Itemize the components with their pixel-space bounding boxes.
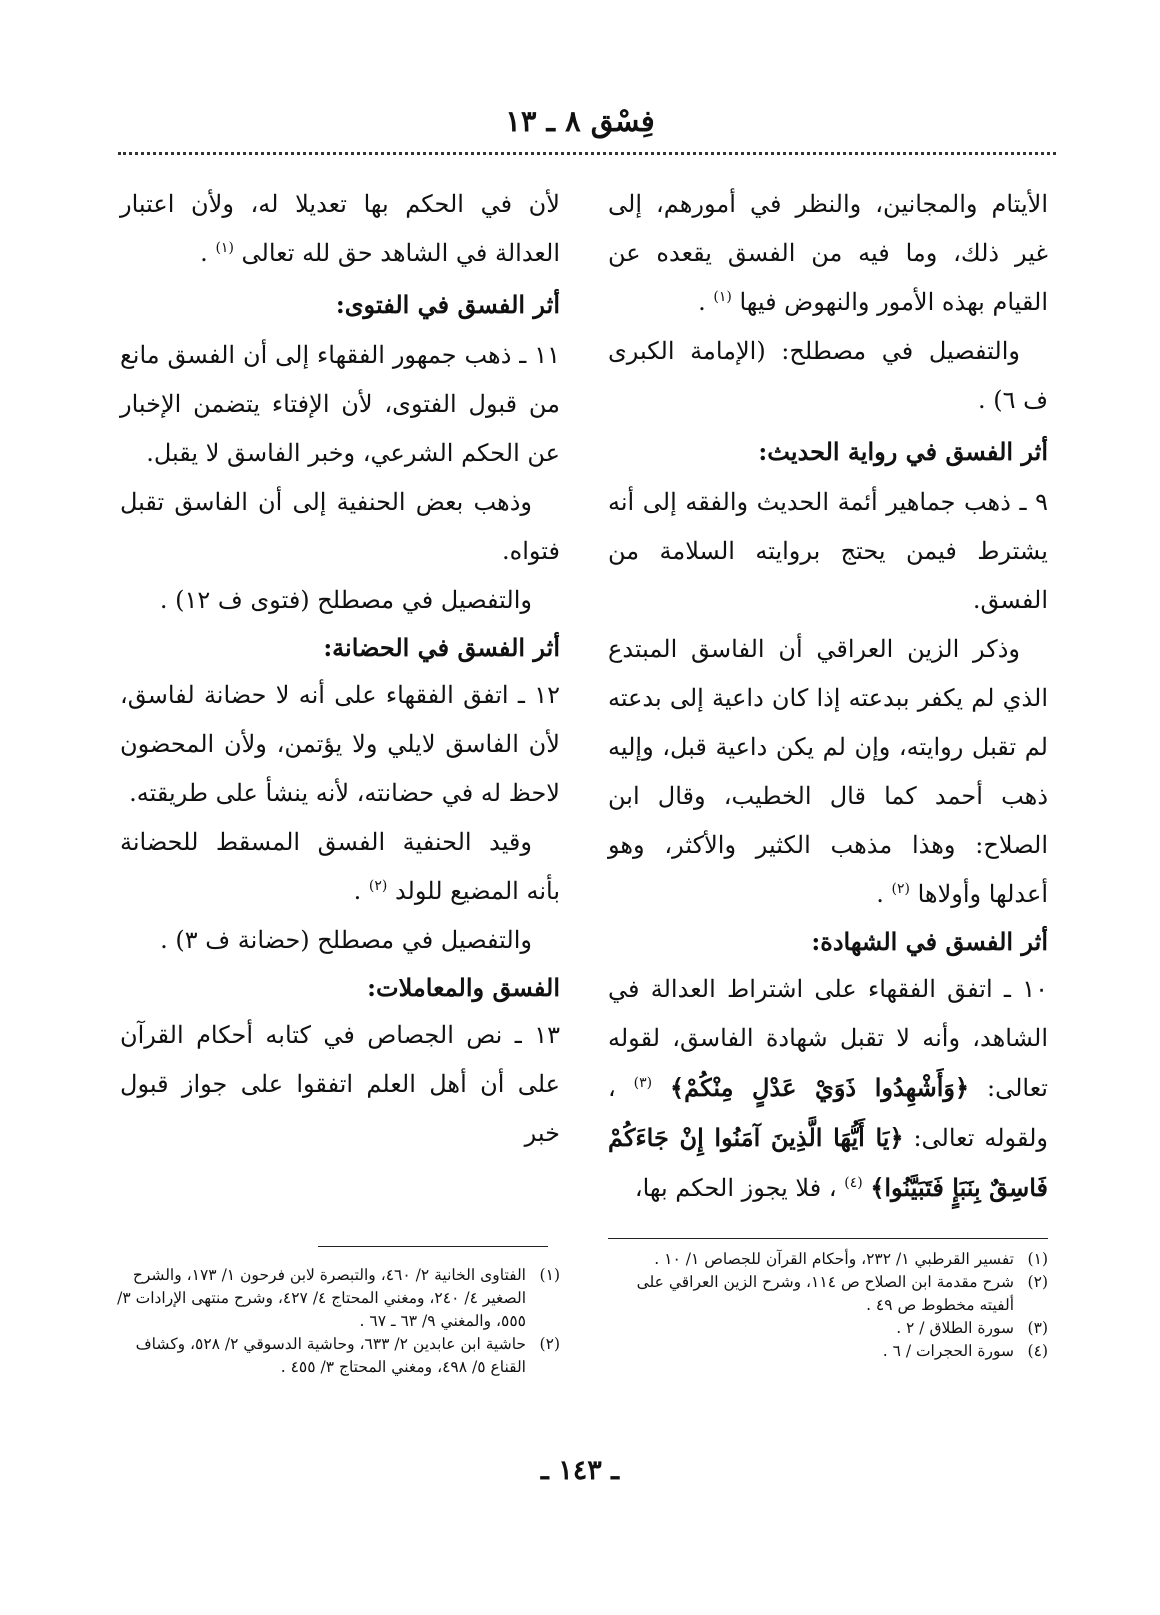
footnote-ref: (٢) <box>368 878 388 894</box>
quran-verse: ﴿يَا أَيُّهَا الَّذِينَ آمَنُوا إِنْ جَاءَكُمْ فَاسِقٌ بِنَبَإٍ فَتَبَيَّنُوا﴾ <box>608 1123 1048 1202</box>
paragraph: وذهب بعض الحنفية إلى أن الفاسق تقبل فتواه. <box>120 488 560 565</box>
section-heading-custody: أثر الفسق في الحضانة: <box>323 633 560 662</box>
paragraph: ١١ ـ ذهب جمهور الفقهاء إلى أن الفسق مانع من قبول الفتوى، لأن الإفتاء يتضمن الإخبار عن الحكم الشرعي، وخبر الفاسق لا يقبل. <box>120 341 560 467</box>
footnote-ref: (٢) <box>891 881 910 897</box>
footnote-divider-right <box>608 1238 1048 1239</box>
right-column <box>608 180 1048 1213</box>
section-heading-hadith: أثر الفسق في رواية الحديث: <box>758 437 1048 466</box>
footnote-item: (١) تفسير القرطبي ١/ ٢٣٢، وأحكام القرآن للجصاص ١/ ١٠ . <box>654 1250 1048 1268</box>
paragraph: والتفصيل في مصطلح (حضانة ف ٣) . <box>160 926 532 954</box>
footnotes-right <box>604 1248 1048 1363</box>
page-number: ـ ١٤٣ ـ <box>540 1455 620 1486</box>
footnote-ref: (١) <box>215 240 234 256</box>
footnote-item: (٣) سورة الطلاق / ٢ . <box>896 1319 1048 1337</box>
footnote-ref: (٤) <box>844 1175 863 1191</box>
quran-verse: ﴿وَأَشْهِدُوا ذَوَيْ عَدْلٍ مِنْكُمْ﴾ <box>670 1073 970 1102</box>
left-column <box>120 180 560 1158</box>
paragraph: الأيتام والمجانين، والنظر في أمورهم، إلى غير ذلك، وما فيه من الفسق يقعده عن القيام بهذه الأمور والنهوض فيها $^{(١)}$ . <box>608 190 1048 316</box>
footnote-item: (٢) حاشية ابن عابدين ٢/ ٦٣٣، وحاشية الدسوقي ٢/ ٥٢٨، وكشاف القناع ٥/ ٤٩٨، ومغني المحتاج ٣/ ٤٥٥ . <box>135 1335 560 1376</box>
header-dotted-divider <box>118 152 1056 155</box>
footnote-item: (٢) شرح مقدمة ابن الصلاح ص ١١٤، وشرح الزين العراقي على ألفيته مخطوط ص ٤٩ . <box>636 1273 1048 1314</box>
paragraph: وذكر الزين العراقي أن الفاسق المبتدع الذي لم يكفر ببدعته إذا كان داعية إلى بدعته لم تقبل روايته، وإن لم يكن داعية قبل، وإليه ذهب أحمد كما قال الخطيب، وقال ابن الصلاح: وهذا مذهب الكثير والأكثر، وهو أعدلها وأولاها $^{(٢)}$ . <box>608 635 1048 908</box>
section-heading-testimony: أثر الفسق في الشهادة: <box>811 927 1048 956</box>
paragraph: ٩ ـ ذهب جماهير أئمة الحديث والفقه إلى أنه يشترط فيمن يحتج بروايته السلامة من الفسق. <box>608 488 1048 614</box>
paragraph: لأن في الحكم بها تعديلا له، ولأن اعتبار العدالة في الشاهد حق لله تعالى $^{(١)}$ . <box>120 190 560 267</box>
paragraph: والتفصيل في مصطلح (فتوى ف ١٢) . <box>159 586 532 614</box>
footnote-item: (٤) سورة الحجرات / ٦ . <box>882 1342 1048 1360</box>
paragraph: والتفصيل في مصطلح: (الإمامة الكبرى ف ٦) . <box>608 337 1048 414</box>
footnote-ref: (٣) <box>633 1075 653 1091</box>
footnote-divider-left <box>318 1246 548 1247</box>
footnotes-left <box>110 1264 560 1379</box>
footnote-item: (١) الفتاوى الخانية ٢/ ٤٦٠، والتبصرة لابن فرحون ١/ ١٧٣، والشرح الصغير ٤/ ٢٤٠، ومغني المحتاج ٤/ ٤٢٧، وشرح منتهى الإرادات ٣/ ٥٥٥، والمغني ٩/ ٦٣ ـ ٦٧ . <box>117 1266 560 1330</box>
paragraph: ١٠ ـ اتفق الفقهاء على اشتراط العدالة في الشاهد، وأنه لا تقبل شهادة الفاسق، لقوله تعالى: ﴿وَأَشْهِدُوا ذَوَيْ عَدْلٍ مِنْكُمْ﴾ $^{(٣)}$ ، ولقوله تعالى: ﴿يَا أَيُّهَا الَّذِينَ آمَنُوا إِنْ جَاءَكُمْ فَاسِقٌ بِنَبَإٍ فَتَبَيَّنُوا﴾ $^{(٤)}$ ، فلا يجوز الحكم بها، <box>608 975 1048 1202</box>
paragraph: ١٢ ـ اتفق الفقهاء على أنه لا حضانة لفاسق، لأن الفاسق لايلي ولا يؤتمن، ولأن المحضون لاحظ له في حضانته، لأنه ينشأ على طريقته. <box>120 681 560 807</box>
paragraph: وقيد الحنفية الفسق المسقط للحضانة بأنه المضيع للولد $^{(٢)}$ . <box>120 828 560 905</box>
section-heading-fatwa: أثر الفسق في الفتوى: <box>335 290 560 319</box>
page-header-title: فِسْق ٨ ـ ١٣ <box>505 104 655 138</box>
paragraph: ١٣ ـ نص الجصاص في كتابه أحكام القرآن على أن أهل العلم اتفقوا على جواز قبول خبر <box>120 1021 560 1147</box>
section-heading-transactions: الفسق والمعاملات: <box>367 973 560 1002</box>
footnote-ref: (١) <box>713 289 732 305</box>
